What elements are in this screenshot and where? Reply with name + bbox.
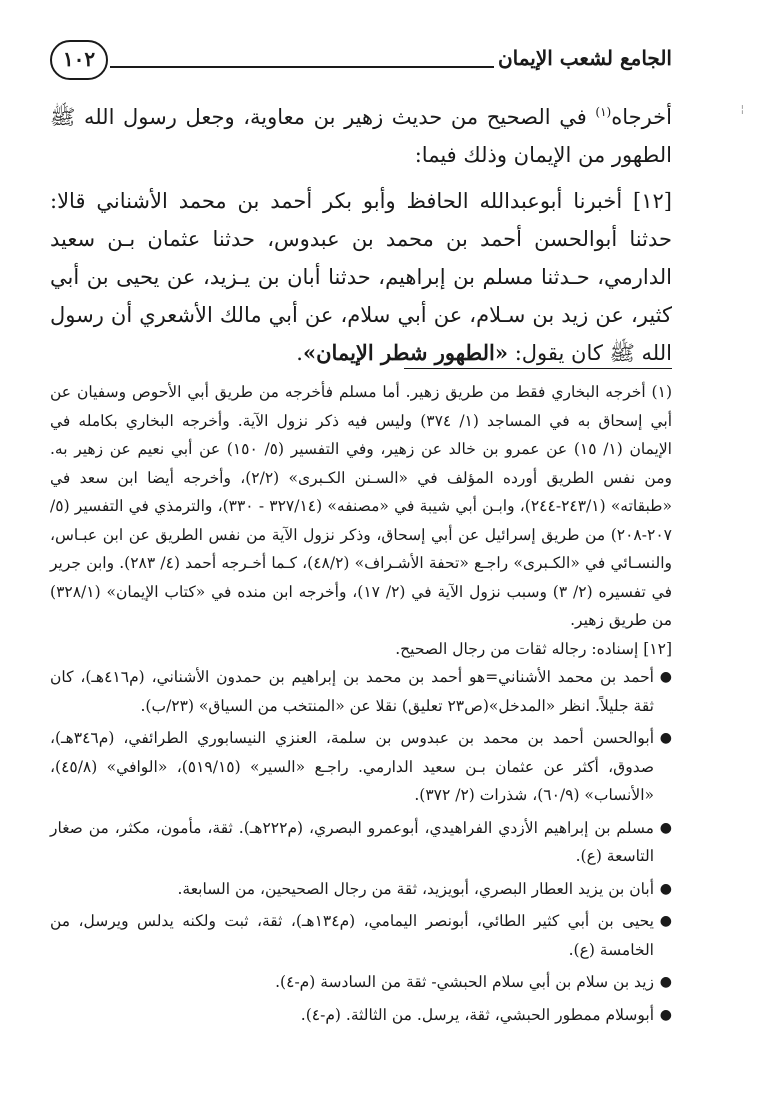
narrator-item — [50, 1001, 672, 1030]
margin-mark: ¦ — [740, 104, 744, 115]
main-text — [50, 98, 672, 372]
hadith-isnad: [١٢] أخبرنا أبوعبدالله الحافظ وأبو بكر أحمد بن محمد الأشناني قالا: حدثنا أبوالحسن أحمد بن محمد بن عبدوس، حدثنا عثمان بـن سعيد الدارمي، حـدثنا مسلم بن إبراهيم، حدثنا أبان بن يـزيد، عن يحيى بن أبي كثير، عن زيد بن سـلام، عن أبي سلام، عن أبي مالك الأشعري أن رسول الله ﷺ كان يقول: — [50, 189, 672, 365]
page-header — [50, 40, 672, 84]
bullet-icon: ● — [659, 880, 672, 897]
hadith-matn: «الطهور شطر الإيمان» — [302, 340, 509, 365]
intro-text-start: أخرجاه — [611, 105, 672, 129]
footnote-separator — [404, 368, 672, 369]
hadith-paragraph — [50, 182, 672, 372]
narrator-item — [50, 814, 672, 871]
bullet-icon: ● — [659, 819, 672, 836]
narrator-item — [50, 907, 672, 964]
narrator-item — [50, 875, 672, 904]
bullet-icon: ● — [659, 730, 672, 746]
hadith-end: . — [296, 341, 303, 365]
intro-text-rest: في الصحيح من حديث زهير بن معاوية، وجعل رسول الله ﷺ الطهور من الإيمان وذلك فيما: — [50, 105, 672, 167]
narrator-item — [50, 663, 672, 720]
narrator-list — [50, 663, 672, 1029]
running-title: الجامع لشعب الإيمان — [497, 46, 672, 70]
bullet-icon: ● — [659, 669, 672, 685]
footnote-isnad-heading: [١٢] إسناده: رجاله ثقات من رجال الصحيح. — [395, 639, 672, 658]
header-rule — [110, 66, 494, 68]
bullet-icon: ● — [659, 1006, 672, 1023]
bullet-icon: ● — [659, 974, 672, 990]
intro-paragraph — [50, 98, 672, 174]
narrator-text: مسلم بن إبراهيم الأزدي الفراهيدي، أبوعمرو البصري، (م٢٢٢هـ). ثقة، مأمون، مكثر، من صغار التاسعة (ع). — [50, 818, 654, 865]
page-number: ١٠٢ — [50, 40, 108, 80]
narrator-text: أبان بن يزيد العطار البصري، أبويزيد، ثقة من رجال الصحيحين، من السابعة. — [177, 879, 654, 898]
narrator-text: زيد بن سلام بن أبي سلام الحبشي- ثقة من السادسة (م-٤). — [275, 973, 654, 991]
footnote-ref: (١) — [595, 105, 612, 119]
footnotes — [50, 378, 672, 1033]
narrator-text: أبوسلام ممطور الحبشي، ثقة، يرسل. من الثالثة. (م-٤). — [300, 1005, 654, 1024]
bullet-icon: ● — [659, 913, 672, 929]
narrator-text: أحمد بن محمد الأشناني=هو أحمد بن محمد بن إبراهيم بن حمدون الأشناني، (م٤١٦هـ)، كان ثقة جليلاً. انظر «المدخل»(ص٢٣ تعليق) نقلا عن «المنتخب من السياق» (٢٣/ب). — [50, 668, 654, 715]
narrator-text: أبوالحسن أحمد بن محمد بن عبدوس بن سلمة، العنزي النيسابوري الطرائفي، (م٣٤٦هـ)، صدوق، أكثر عن عثمان بـن سعيد الدارمي. راجـع «السير» (٥١٩/١٥)، «الوافي» (٤٥/٨)، «الأنساب» (٦٠/٩)، شذرات (٢/ ٣٧٢). — [50, 729, 654, 804]
narrator-text: يحيى بن أبي كثير الطائي، أبونصر اليمامي، (م١٣٤هـ)، ثقة، ثبت ولكنه يدلس ويرسل، من الخامسة (ع). — [50, 912, 654, 959]
narrator-item — [50, 724, 672, 810]
footnote-1: (١) أخرجه البخاري فقط من طريق زهير. أما مسلم فأخرجه من طريق أبي الأحوص وسفيان عن أبي إسحاق به في المساجد (١/ ٣٧٤) وليس فيه ذكر نزول الآية. وأخرجه البخاري بكامله في الإيمان (١/ ١٥) عن عمرو بن خالد عن زهير، وفي التفسير (٥/ ١٥٠) عن أبي نعيم عن زهير به. ومن نفس الطريق أورده المؤلف في «السـنن الكـبرى» (٢/٢)، وأخرجه أيضا ابن سعد في «طبقاته» (٢٤٣/١-٢٤٤)، وابـن أبي شيبة في «مصنفه» (٣٢٧/١٤ - ٣٣٠)، والترمذي في التفسير (٥/ ٢٠٧-٢٠٨) من طريق إسرائيل عن أبي إسحاق، وذكر نزول الآية من نفس الطريق عن ابن عبـاس، والنسـائي في «الكـبرى» راجـع «تحفة الأشـراف» (٤٨/٢)، كـما أخـرجه أحمد (٤/ ٢٨٣). وابن جرير في تفسيره (٢/ ٣) وسبب نزول الآية في (٢/ ١٧)، وأخرجه ابن منده في «كتاب الإيمان» (٣٢٨/١) من طريق زهير. — [50, 383, 672, 629]
narrator-item — [50, 968, 672, 997]
